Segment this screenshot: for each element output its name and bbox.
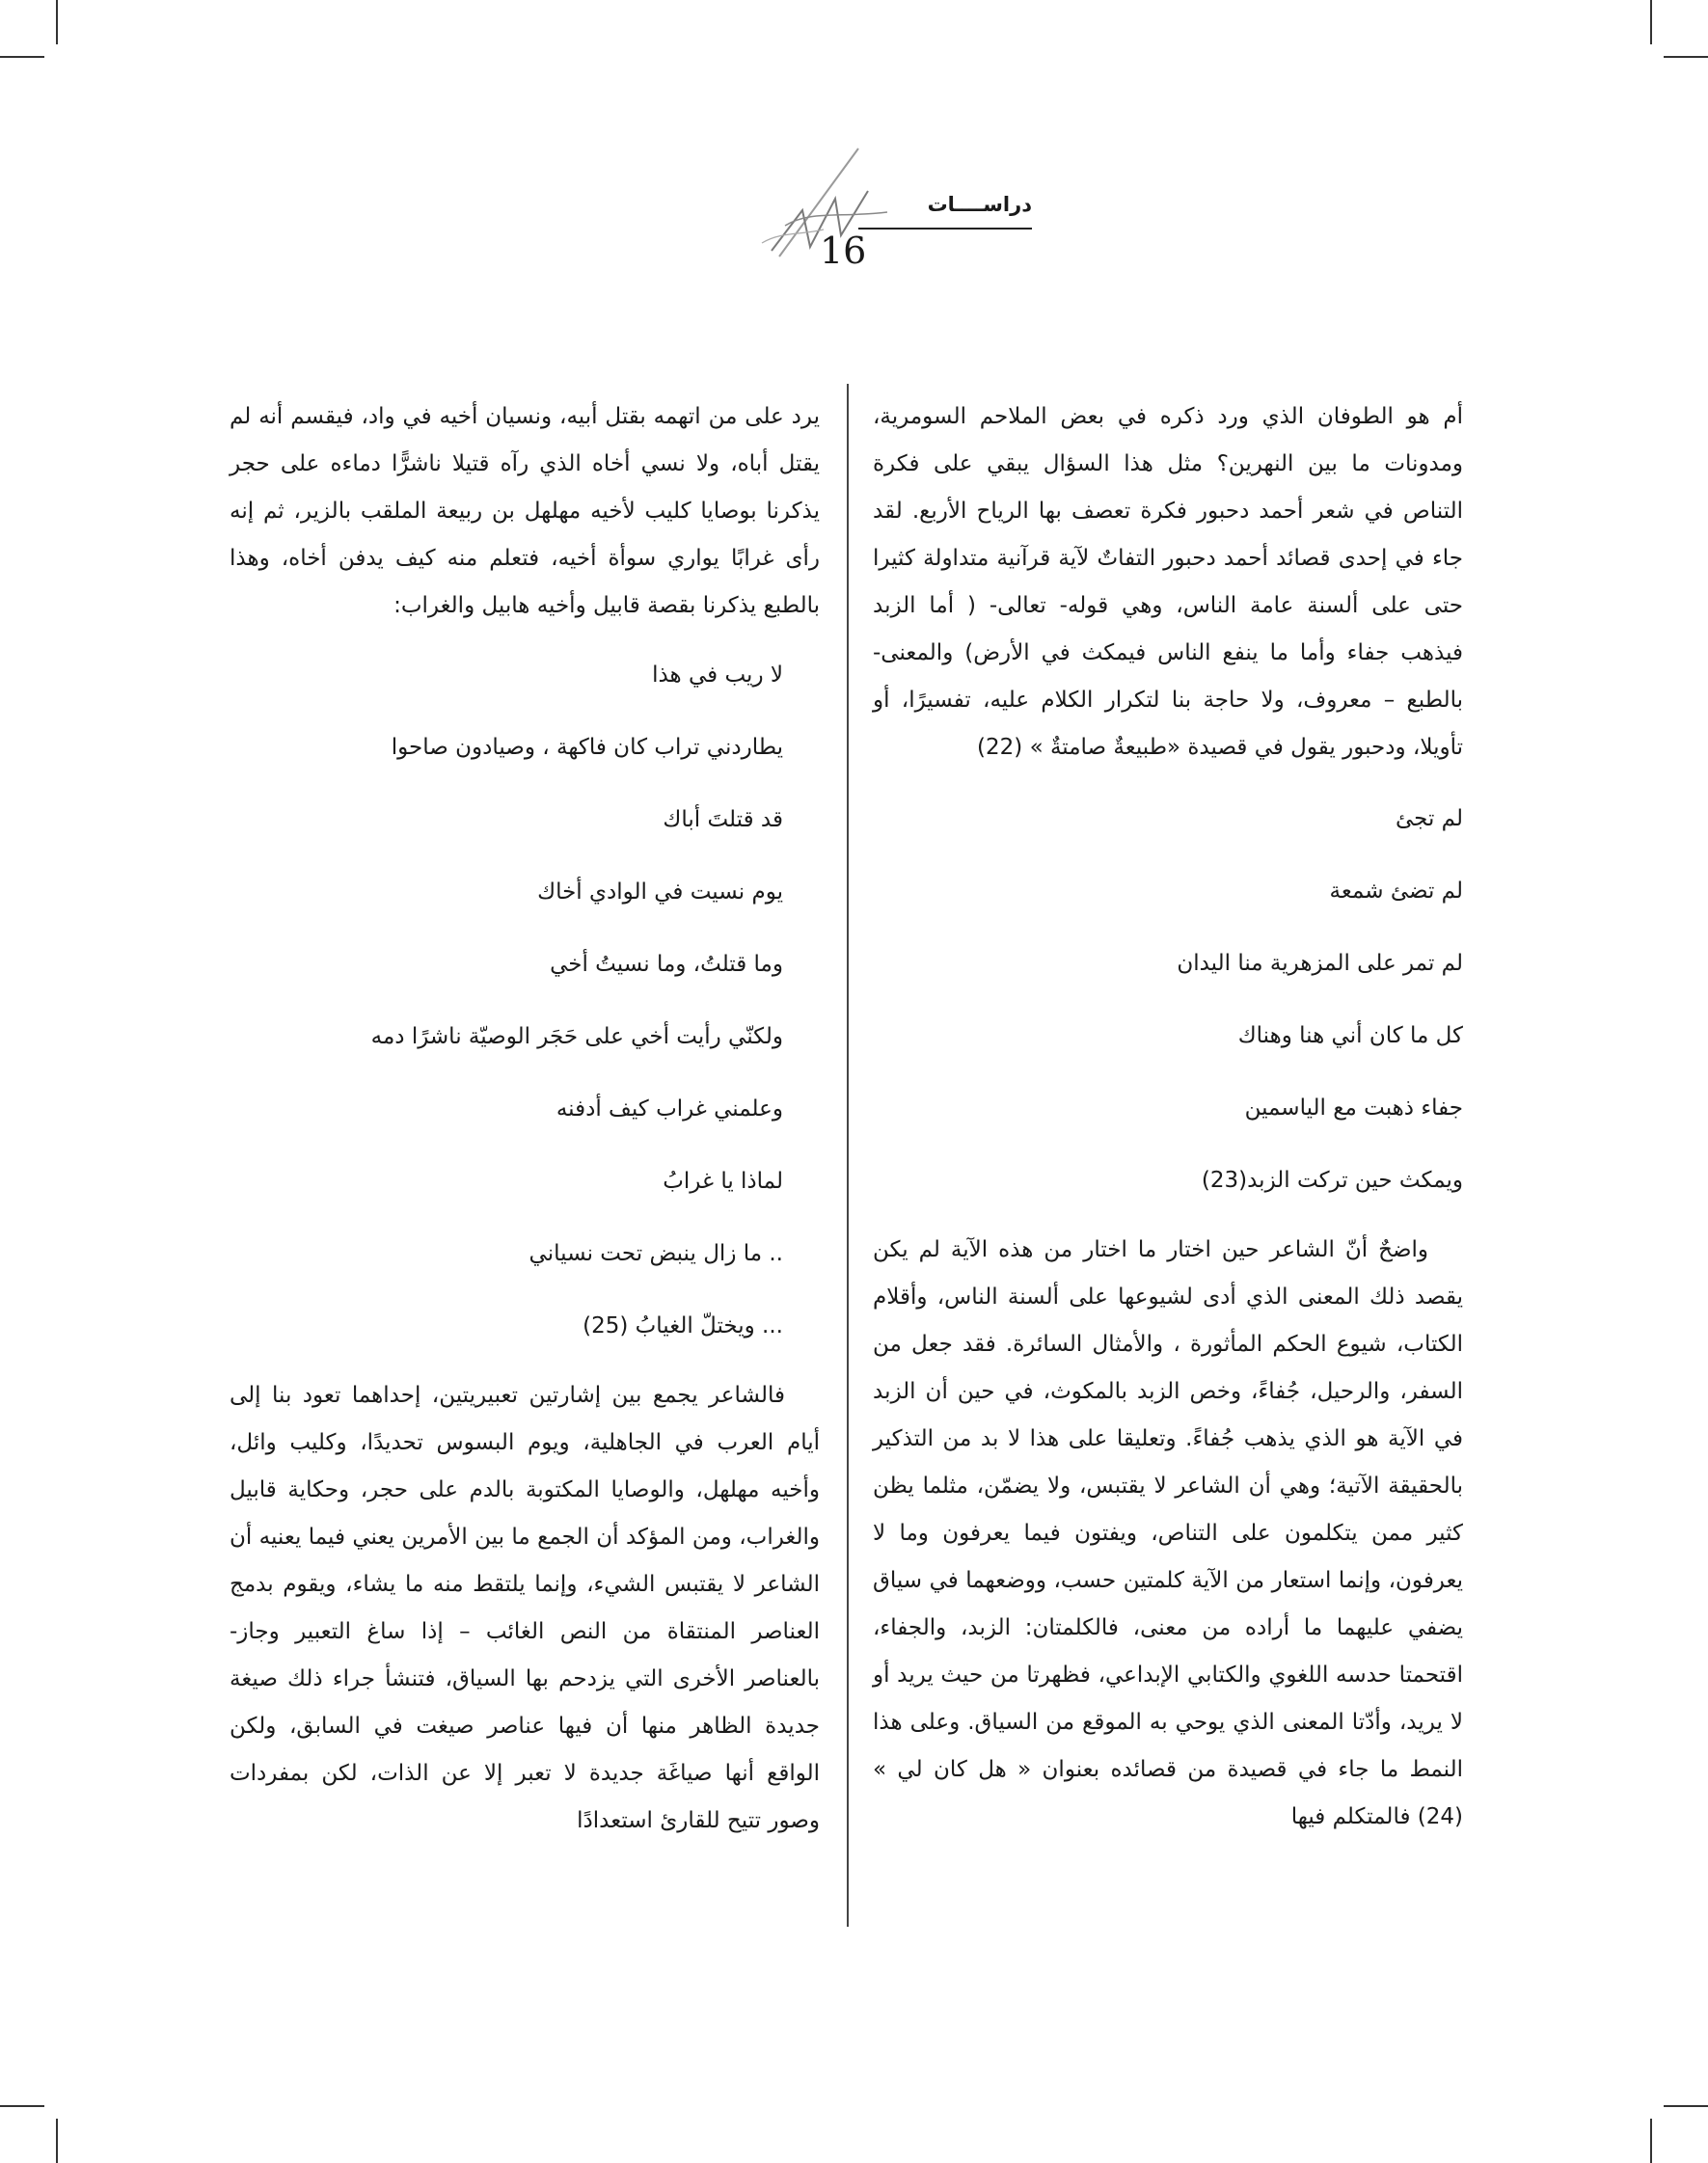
page-header (675, 135, 1032, 289)
crop-mark-bottom-right (1650, 2119, 1652, 2163)
crop-mark-left-bottom (0, 2105, 44, 2107)
column-divider (847, 384, 849, 1927)
verse-line: .. ما زال ينبض تحت نسياني (529, 1241, 783, 1266)
verse-line: ويمكث حين تركت الزبد(23) (1201, 1168, 1463, 1193)
verse-line: ... ويختلّ الغيابُ (25) (583, 1313, 783, 1338)
verse-line: وعلمني غراب كيف أدفنه (556, 1096, 783, 1122)
crop-mark-bottom-left (56, 2119, 58, 2163)
verse-line: ولكنّي رأيت أخي على حَجَر الوصيّة ناشرًا دمه (370, 1024, 783, 1049)
header-rule (858, 228, 1032, 230)
crop-mark-left-top (0, 56, 44, 58)
left-column (230, 393, 820, 1845)
left-paragraph-2: فالشاعر يجمع بين إشارتين تعبيريتين، إحداهما تعود بنا إلى أيام العرب في الجاهلية، ويوم البسوس تحديدًا، وكليب وائل، وأخيه مهلهل، والوصايا المكتوبة بالدم على حجر، وحكاية قابيل والغراب، ومن المؤكد أن الجمع ما بين الأمرين يعني فيما يعنيه أن الشاعر لا يقتبس الشيء، وإنما يلتقط منه ما يشاء، ويقوم بدمج العناصر المنتقاة من النص الغائب – إذا ساغ التعبير وجاز- بالعناصر الأخرى التي يزدحم بها السياق، فتنشأ جراء ذلك صيغة جديدة الظاهر منها أن فيها عناصر صيغت في السابق، ولكن الواقع أنها صياغَة جديدة لا تعبر إلا عن الذات، لكن بمفردات وصور تتيح للقارئ استعدادًا (230, 1383, 820, 1833)
section-title: دراســــات (927, 193, 1032, 216)
left-paragraph-1: يرد على من اتهمه بقتل أبيه، ونسيان أخيه في واد، فيقسم أنه لم يقتل أباه، ولا نسي أخاه الذي رآه قتيلا ناشرًّا دماءه على حجر يذكرنا بوصايا كليب لأخيه مهلهل بن ربيعة الملقب بالزير، ثم إنه رأى غرابًا يواري سوأة أخيه، فتعلم منه كيف يدفن أخاه، وهذا بالطبع يذكرنا بقصة قابيل وأخيه هابيل والغراب: (230, 404, 820, 618)
verse-line: لم تمر على المزهرية منا اليدان (1177, 951, 1463, 976)
verse-line: وما قتلتُ، وما نسيتُ أخي (550, 952, 783, 977)
left-verses (230, 639, 783, 1363)
verse-line: لا ريب في هذا (652, 662, 783, 688)
verse-line: جفاء ذهبت مع الياسمين (1244, 1095, 1463, 1121)
verse-line: يوم نسيت في الوادي أخاك (537, 879, 783, 905)
verse-line: كل ما كان أني هنا وهناك (1237, 1023, 1463, 1048)
right-column (873, 393, 1463, 1841)
crop-mark-top-right (1650, 0, 1652, 44)
verse-line: لم تجئ (1395, 806, 1463, 831)
verse-line: قد قتلتَ أباك (663, 807, 783, 832)
verse-line: لم تضئ شمعة (1329, 879, 1463, 904)
right-verses (873, 783, 1463, 1217)
page-number: 16 (820, 230, 867, 272)
verse-line: لماذا يا غرابُ (663, 1169, 783, 1194)
right-paragraph-1: أم هو الطوفان الذي ورد ذكره في بعض الملاحم السومرية، ومدونات ما بين النهرين؟ مثل هذا السؤال يبقي على فكرة التناص في شعر أحمد دحبور فكرة تعصف بها الرياح الأربع. لقد جاء في إحدى قصائد أحمد دحبور التفاتٌ لآية قرآنية متداولة كثيرا حتى على ألسنة عامة الناس، وهي قوله- تعالى- ( أما الزبد فيذهب جفاء وأما ما ينفع الناس فيمكث في الأرض) والمعنى- بالطبع – معروف، ولا حاجة بنا لتكرار الكلام عليه، تفسيرًا، أو تأويلا، ودحبور يقول في قصيدة «طبيعةٌ صامتةٌ » (22) (873, 404, 1463, 760)
right-paragraph-2: واضحٌ أنّ الشاعر حين اختار ما اختار من هذه الآية لم يكن يقصد ذلك المعنى الذي أدى لشيوعها على ألسنة الناس، وأقلام الكتاب، شيوع الحكم المأثورة ، والأمثال السائرة. فقد جعل من السفر، والرحيل، جُفاءً، وخص الزبد بالمكوث، في حين أن الزبد في الآية هو الذي يذهب جُفاءً. وتعليقا على هذا لا بد من التذكير بالحقيقة الآتية؛ وهي أن الشاعر لا يقتبس، ولا يضمّن، مثلما يظن كثير ممن يتكلمون على التناص، ويفتون فيما يعرفون وما لا يعرفون، وإنما استعار من الآية كلمتين حسب، ووضعهما في سياق يضفي عليهما ما أراده من معنى، فالكلمتان: الزبد، والجفاء، اقتحمتا حدسه اللغوي والكتابي الإبداعي، فظهرتا من حيث يريد أو لا يريد، وأدّتا المعنى الذي يوحي به الموقع من السياق. وعلى هذا النمط ما جاء في قصيدة من قصائده بعنوان « هل كان لي » (24) فالمتكلم فيها (873, 1237, 1463, 1829)
crop-mark-right-top (1664, 56, 1708, 58)
verse-line: يطاردني تراب كان فاكهة ، وصيادون صاحوا (391, 735, 783, 760)
crop-mark-top-left (56, 0, 58, 44)
crop-mark-right-bottom (1664, 2105, 1708, 2107)
